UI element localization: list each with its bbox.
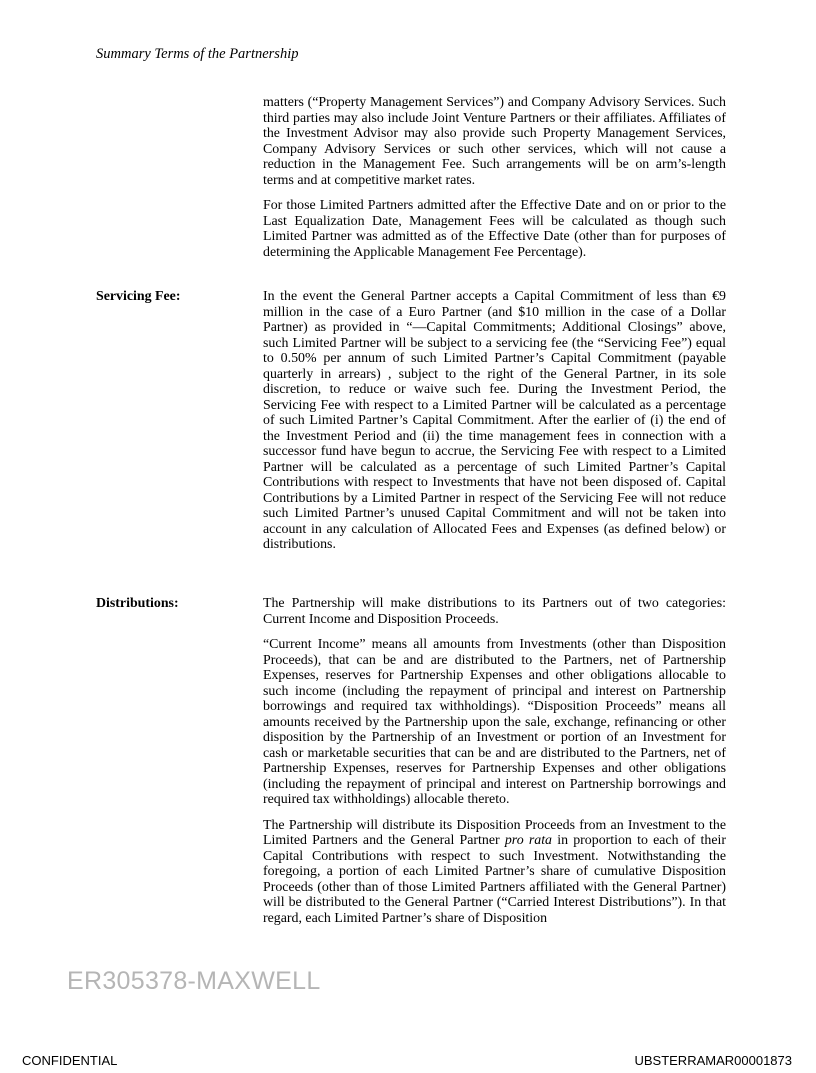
distributions-section — [263, 596, 726, 936]
body-paragraph: For those Limited Partners admitted after the Effective Date and on or prior to the Last Equalization Date, Management Fees will be calculated as though such Limited Partner was admitted as of the Effective Date (other than for purposes of determining the Applicable Management Fee Percentage). — [263, 198, 726, 260]
text-run: in proportion to each of their Capital Contributions with respect to such Investment. Notwithstanding the foregoing, a portion of each Limited Partner’s share of cumulative Disposition Proceeds (other than of those Limited Partners affiliated with the General Partner) will be distributed to the General Partner (“Carried Interest Distributions”). In that regard, each Limited Partner’s share of Disposition — [263, 833, 726, 926]
text-run: The Partnership will distribute its Disposition Proceeds from an Investment to the Limited Partners and the General Partner — [263, 817, 726, 848]
section-label-servicing-fee: Servicing Fee: — [96, 289, 181, 304]
confidential-footer: CONFIDENTIAL — [22, 1053, 118, 1068]
body-paragraph: “Current Income” means all amounts from Investments (other than Disposition Proceeds), that can be and are distributed to the Partners, net of Partnership Expenses, reserves for Partnership Expenses and other obligations allocable to such income (including the repayment of principal and interest on Partnership borrowings and required tax withholdings). “Disposition Proceeds” means all amounts received by the Partnership upon the sale, exchange, refinancing or other disposition by the Partnership of an Investment or portion of an Investment for cash or marketable securities that can be and are distributed to the Partners, net of Partnership Expenses, reserves for Partnership Expenses and other obligations (including the repayment of principal and interest on Partnership borrowings and required tax withholdings) allocable thereto. — [263, 637, 726, 807]
running-header: Summary Terms of the Partnership — [96, 46, 299, 62]
document-id-footer: UBSTERRAMAR00001873 — [634, 1053, 792, 1068]
management-fee-continued — [263, 95, 726, 270]
section-label-distributions: Distributions: — [96, 596, 179, 611]
body-paragraph: The Partnership will make distributions to its Partners out of two categories: Current Income and Disposition Proceeds. — [263, 596, 726, 627]
body-paragraph — [263, 818, 726, 927]
italic-text: pro rata — [504, 833, 553, 848]
servicing-fee-section — [263, 289, 726, 563]
body-paragraph: In the event the General Partner accepts a Capital Commitment of less than €9 million in the case of a Euro Partner (and $10 million in the case of a Dollar Partner) as provided in “—Capital Commitments; Additional Closings” above, such Limited Partner will be subject to a servicing fee (the “Servicing Fee”) equal to 0.50% per annum of such Limited Partner’s Capital Commitment (payable quarterly in arrears) , subject to the right of the General Partner, in its sole discretion, to reduce or waive such fee. During the Investment Period, the Servicing Fee with respect to a Limited Partner will be calculated as a percentage of such Limited Partner’s Capital Commitment. After the earlier of (i) the end of the Investment Period and (ii) the time management fees in connection with a successor fund have begun to accrue, the Servicing Fee with respect to a Limited Partner will be calculated as a percentage of such Limited Partner’s Capital Contributions with respect to Investments that have not been disposed of. Capital Contributions by a Limited Partner in respect of the Servicing Fee will not reduce such Limited Partner’s unused Capital Commitment and will not be taken into account in any calculation of Allocated Fees and Expenses (as defined below) or distributions. — [263, 289, 726, 552]
bates-watermark: ER305378-MAXWELL — [67, 967, 321, 995]
body-paragraph: matters (“Property Management Services”) and Company Advisory Services. Such third parties may also include Joint Venture Partners or their affiliates. Affiliates of the Investment Advisor may also provide such Property Management Services, Company Advisory Services or such other services, which will not cause a reduction in the Management Fee. Such arrangements will be on arm’s-length terms and at competitive market rates. — [263, 95, 726, 188]
